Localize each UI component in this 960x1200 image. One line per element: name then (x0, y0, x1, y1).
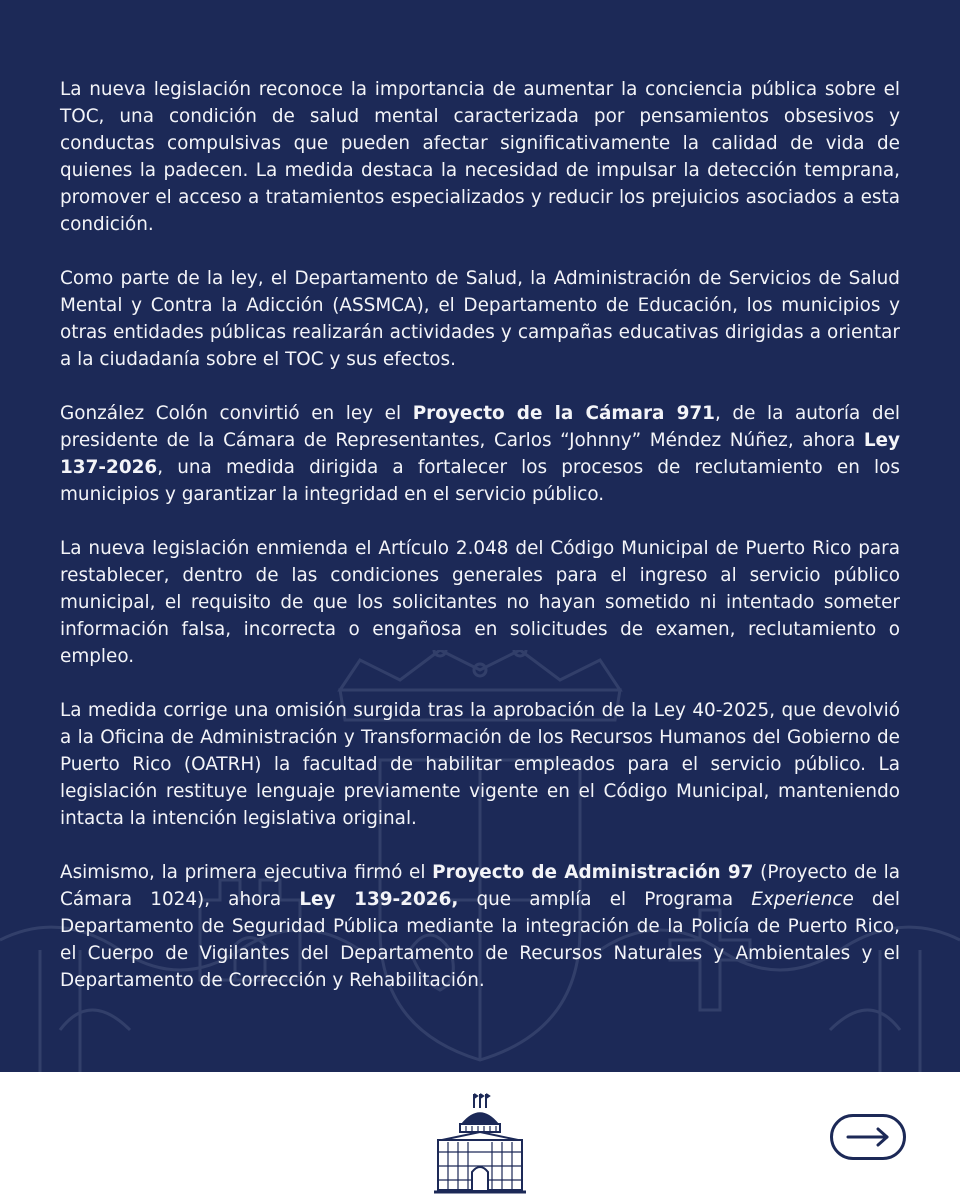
paragraph-2: Como parte de la ley, el Departamento de Salud, la Administración de Servicios de Salud Mental y Contra la Adicción (ASSMCA), el Departamento de Educación, los municipios y otras entidades públicas realizarán actividades y campañas educativas dirigidas a orientar a la ciudadanía sobre el TOC y sus efectos. (60, 268, 900, 370)
paragraph-1: La nueva legislación reconoce la importancia de aumentar la conciencia pública sobre el TOC, una condición de salud mental caracterizada por pensamientos obsesivos y conductas compulsivas que pueden afectar significativamente la calidad de vida de quienes la padecen. La medida destaca la necesidad de impulsar la detección temprana, promover el acceso a tratamientos especializados y reducir los prejuicios asociados a esta condición. (60, 79, 900, 235)
paragraph-3 (60, 400, 900, 508)
paragraph-6 (60, 859, 900, 994)
bill-reference: Proyecto de Administración 97 (432, 862, 754, 883)
paragraph-3-text-2: , de la autoría del presidente de la Cámara de Representantes, Carlos “Johnny” Méndez Núñez, ahora (60, 403, 900, 451)
law-reference: Ley 139-2026, (299, 889, 459, 910)
bill-reference: Proyecto de la Cámara 971 (412, 403, 715, 424)
program-name: Experience (751, 889, 854, 910)
next-button[interactable] (830, 1114, 906, 1160)
paragraph-4: La nueva legislación enmienda el Artículo 2.048 del Código Municipal de Puerto Rico para restablecer, dentro de las condiciones generales para el ingreso al servicio público municipal, el requisito de que los solicitantes no hayan sometido ni intentado someter información falsa, incorrecta o engañosa en solicitudes de examen, reclutamiento o empleo. (60, 538, 900, 667)
paragraph-6-text-3: que amplía el Programa (458, 889, 752, 910)
arrow-right-icon (845, 1126, 891, 1148)
capitol-building-icon (432, 1092, 528, 1196)
paragraph-6-text-2: (Proyecto de la Cámara 1024), ahora (60, 862, 900, 910)
paragraph-5: La medida corrige una omisión surgida tras la aprobación de la Ley 40-2025, que devolvió a la Oficina de Administración y Transformación de los Recursos Humanos del Gobierno de Puerto Rico (OATRH) la facultad de habilitar empleados para el servicio público. La legislación restituye lenguaje previamente vigente en el Código Municipal, manteniendo intacta la intención legislativa original. (60, 700, 900, 829)
article-body (60, 76, 900, 1021)
footer (0, 1072, 960, 1200)
paragraph-6-text-1: Asimismo, la primera ejecutiva firmó el (60, 862, 433, 883)
paragraph-3-text-3: , una medida dirigida a fortalecer los procesos de reclutamiento en los municipios y garantizar la integridad en el servicio público. (60, 457, 900, 505)
paragraph-3-text-1: González Colón convirtió en ley el (60, 403, 413, 424)
law-reference: Ley 137-2026 (60, 430, 900, 478)
paragraph-6-text-4: del Departamento de Seguridad Pública mediante la integración de la Policía de Puerto Rico, el Cuerpo de Vigilantes del Departamento de Recursos Naturales y Ambientales y el Departamento de Corrección y Rehabilitación. (60, 889, 900, 991)
